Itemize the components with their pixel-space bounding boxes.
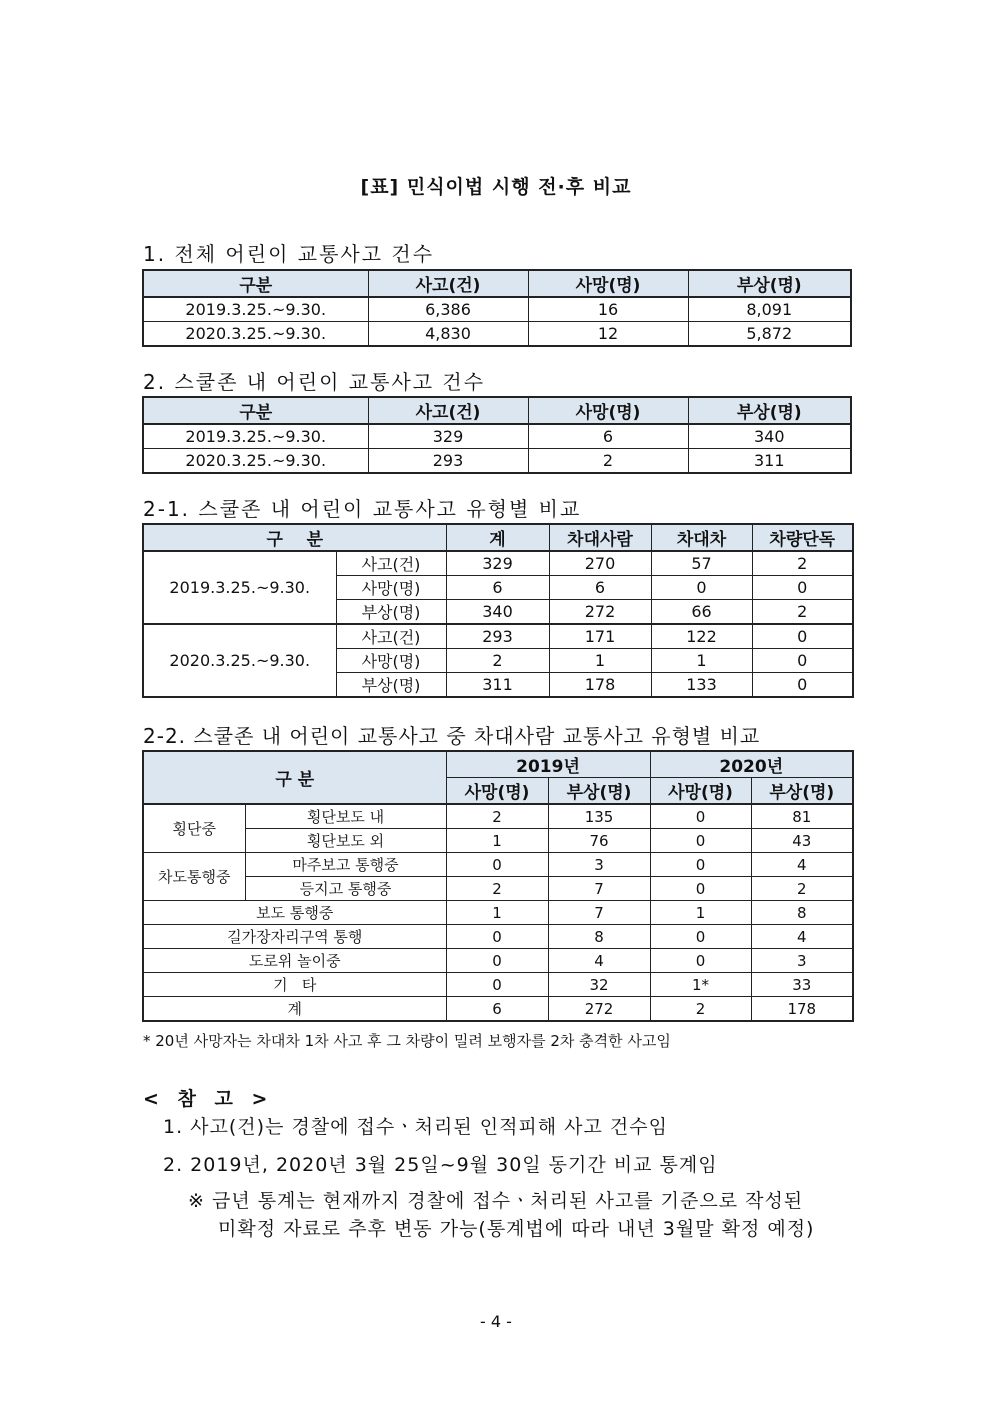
col-header: 계 bbox=[446, 524, 549, 551]
table-header-row bbox=[143, 270, 851, 297]
cell-value: 1 bbox=[549, 649, 651, 673]
cell-value: 171 bbox=[549, 624, 651, 649]
cell-value: 7 bbox=[548, 877, 650, 901]
document-title: [표] 민식이법 시행 전·후 비교 bbox=[360, 176, 632, 198]
cell-value: 293 bbox=[446, 624, 549, 649]
reference-item-2: 2. 2019년, 2020년 3월 25일~9월 30일 동기간 비교 통계임 bbox=[163, 1154, 718, 1176]
reference-heading: < 참 고 > bbox=[143, 1088, 274, 1110]
cell-value: 5,872 bbox=[688, 322, 851, 347]
cell-value: 0 bbox=[650, 877, 751, 901]
cell-metric: 사망(명) bbox=[336, 576, 446, 600]
cell-value: 0 bbox=[650, 949, 751, 973]
page-number: - 4 - bbox=[480, 1312, 512, 1331]
cell-value: 2 bbox=[751, 877, 853, 901]
cell-metric: 부상(명) bbox=[336, 673, 446, 698]
cell-value: 57 bbox=[651, 551, 752, 576]
cell-metric: 사고(건) bbox=[336, 551, 446, 576]
cell-metric: 사고(건) bbox=[336, 624, 446, 649]
cell-value: 43 bbox=[751, 829, 853, 853]
cell-value: 329 bbox=[368, 424, 528, 449]
reference-note-line-1: ※ 금년 통계는 현재까지 경찰에 접수ㆍ처리된 사고를 기준으로 작성된 bbox=[188, 1190, 804, 1212]
table-row bbox=[143, 449, 851, 474]
cell-value: 0 bbox=[446, 973, 548, 997]
cell-value: 311 bbox=[688, 449, 851, 474]
cell-type: 기 타 bbox=[143, 973, 446, 997]
section-2-2-title: 2-2. 스쿨존 내 어린이 교통사고 중 차대사람 교통사고 유형별 비교 bbox=[143, 724, 761, 748]
cell-value: 6 bbox=[446, 576, 549, 600]
cell-value: 0 bbox=[446, 949, 548, 973]
col-header: 차량단독 bbox=[752, 524, 853, 551]
cell-value: 0 bbox=[752, 624, 853, 649]
cell-value: 8 bbox=[548, 925, 650, 949]
cell-value: 272 bbox=[549, 600, 651, 625]
cell-period: 2020.3.25.~9.30. bbox=[143, 624, 336, 697]
cell-value: 6 bbox=[446, 997, 548, 1022]
table-row bbox=[143, 829, 853, 853]
cell-period: 2020.3.25.~9.30. bbox=[143, 322, 368, 347]
table-row bbox=[143, 877, 853, 901]
cell-value: 3 bbox=[751, 949, 853, 973]
col-header: 구분 bbox=[143, 397, 368, 424]
section-2-1-title: 2-1. 스쿨존 내 어린이 교통사고 유형별 비교 bbox=[143, 497, 582, 521]
table-row bbox=[143, 424, 851, 449]
cell-value: 3 bbox=[548, 853, 650, 877]
cell-value: 0 bbox=[752, 576, 853, 600]
table-row bbox=[143, 804, 853, 829]
table-schoolzone-accidents bbox=[142, 396, 852, 474]
col-subheader: 부상(명) bbox=[751, 778, 853, 805]
cell-value: 135 bbox=[548, 804, 650, 829]
cell-period: 2020.3.25.~9.30. bbox=[143, 449, 368, 474]
cell-type: 도로위 놀이중 bbox=[143, 949, 446, 973]
cell-value: 0 bbox=[651, 576, 752, 600]
cell-value: 1 bbox=[446, 829, 548, 853]
table-header-row bbox=[143, 751, 853, 778]
table-pedestrian-type bbox=[142, 750, 854, 1022]
cell-value: 1 bbox=[446, 901, 548, 925]
table-row-total bbox=[143, 997, 853, 1022]
cell-value: 0 bbox=[650, 925, 751, 949]
table-type-comparison bbox=[142, 523, 854, 698]
cell-value: 2 bbox=[446, 804, 548, 829]
cell-type: 길가장자리구역 통행 bbox=[143, 925, 446, 949]
cell-value: 0 bbox=[650, 829, 751, 853]
cell-value: 66 bbox=[651, 600, 752, 625]
cell-value: 6 bbox=[528, 424, 688, 449]
cell-value: 311 bbox=[446, 673, 549, 698]
cell-value: 1 bbox=[650, 901, 751, 925]
cell-value: 12 bbox=[528, 322, 688, 347]
cell-type: 계 bbox=[143, 997, 446, 1022]
cell-type: 등지고 통행중 bbox=[245, 877, 446, 901]
cell-type: 횡단보도 외 bbox=[245, 829, 446, 853]
cell-value: 0 bbox=[752, 673, 853, 698]
cell-value: 340 bbox=[446, 600, 549, 625]
cell-value: 133 bbox=[651, 673, 752, 698]
cell-period: 2019.3.25.~9.30. bbox=[143, 424, 368, 449]
col-header: 차대사람 bbox=[549, 524, 651, 551]
cell-value: 272 bbox=[548, 997, 650, 1022]
cell-value: 0 bbox=[752, 649, 853, 673]
cell-value: 16 bbox=[528, 297, 688, 322]
table-header-row bbox=[143, 397, 851, 424]
col-header-year: 2019년 bbox=[446, 751, 650, 778]
cell-value: 0 bbox=[650, 804, 751, 829]
cell-value: 178 bbox=[549, 673, 651, 698]
cell-value: 2 bbox=[528, 449, 688, 474]
cell-value: 33 bbox=[751, 973, 853, 997]
cell-type: 횡단보도 내 bbox=[245, 804, 446, 829]
table-row bbox=[143, 624, 853, 649]
cell-value: 2 bbox=[752, 551, 853, 576]
cell-value: 1* bbox=[650, 973, 751, 997]
cell-period: 2019.3.25.~9.30. bbox=[143, 297, 368, 322]
reference-note-line-2: 미확정 자료로 추후 변동 가능(통계법에 따라 내년 3월말 확정 예정) bbox=[218, 1218, 815, 1240]
table-total-accidents bbox=[142, 269, 852, 347]
cell-value: 8,091 bbox=[688, 297, 851, 322]
cell-value: 7 bbox=[548, 901, 650, 925]
cell-group: 차도통행중 bbox=[143, 853, 245, 901]
col-subheader: 부상(명) bbox=[548, 778, 650, 805]
col-header: 사망(명) bbox=[528, 270, 688, 297]
table-footnote: * 20년 사망자는 차대차 1차 사고 후 그 차량이 밀려 보행자를 2차 충격한 사고임 bbox=[143, 1032, 671, 1050]
table-row bbox=[143, 949, 853, 973]
table-row bbox=[143, 925, 853, 949]
cell-value: 329 bbox=[446, 551, 549, 576]
section-2-title: 2. 스쿨존 내 어린이 교통사고 건수 bbox=[143, 370, 486, 394]
cell-value: 178 bbox=[751, 997, 853, 1022]
col-header: 구 분 bbox=[143, 524, 446, 551]
table-row bbox=[143, 322, 851, 347]
cell-period: 2019.3.25.~9.30. bbox=[143, 551, 336, 624]
cell-value: 4,830 bbox=[368, 322, 528, 347]
cell-group: 횡단중 bbox=[143, 804, 245, 853]
table-header-row bbox=[143, 524, 853, 551]
cell-value: 0 bbox=[650, 853, 751, 877]
cell-value: 2 bbox=[446, 649, 549, 673]
cell-value: 122 bbox=[651, 624, 752, 649]
cell-metric: 사망(명) bbox=[336, 649, 446, 673]
cell-value: 81 bbox=[751, 804, 853, 829]
cell-type: 보도 통행중 bbox=[143, 901, 446, 925]
cell-value: 270 bbox=[549, 551, 651, 576]
cell-value: 1 bbox=[651, 649, 752, 673]
reference-item-1: 1. 사고(건)는 경찰에 접수ㆍ처리된 인적피해 사고 건수임 bbox=[163, 1116, 668, 1138]
cell-value: 0 bbox=[446, 925, 548, 949]
col-header: 사망(명) bbox=[528, 397, 688, 424]
col-subheader: 사망(명) bbox=[446, 778, 548, 805]
cell-value: 6,386 bbox=[368, 297, 528, 322]
table-row bbox=[143, 901, 853, 925]
cell-value: 6 bbox=[549, 576, 651, 600]
cell-type: 마주보고 통행중 bbox=[245, 853, 446, 877]
col-header: 부상(명) bbox=[688, 397, 851, 424]
table-row bbox=[143, 853, 853, 877]
col-header-year: 2020년 bbox=[650, 751, 853, 778]
col-header-category: 구 분 bbox=[143, 751, 446, 804]
table-row bbox=[143, 973, 853, 997]
col-header: 차대차 bbox=[651, 524, 752, 551]
cell-value: 293 bbox=[368, 449, 528, 474]
cell-value: 76 bbox=[548, 829, 650, 853]
cell-value: 2 bbox=[752, 600, 853, 625]
cell-value: 4 bbox=[751, 925, 853, 949]
cell-value: 4 bbox=[548, 949, 650, 973]
section-1-title: 1. 전체 어린이 교통사고 건수 bbox=[143, 242, 435, 266]
cell-value: 0 bbox=[446, 853, 548, 877]
cell-value: 32 bbox=[548, 973, 650, 997]
table-row bbox=[143, 297, 851, 322]
col-header: 구분 bbox=[143, 270, 368, 297]
cell-value: 4 bbox=[751, 853, 853, 877]
cell-value: 2 bbox=[446, 877, 548, 901]
cell-metric: 부상(명) bbox=[336, 600, 446, 625]
table-row bbox=[143, 551, 853, 576]
col-header: 사고(건) bbox=[368, 270, 528, 297]
col-header: 사고(건) bbox=[368, 397, 528, 424]
cell-value: 2 bbox=[650, 997, 751, 1022]
cell-value: 8 bbox=[751, 901, 853, 925]
cell-value: 340 bbox=[688, 424, 851, 449]
col-header: 부상(명) bbox=[688, 270, 851, 297]
col-subheader: 사망(명) bbox=[650, 778, 751, 805]
